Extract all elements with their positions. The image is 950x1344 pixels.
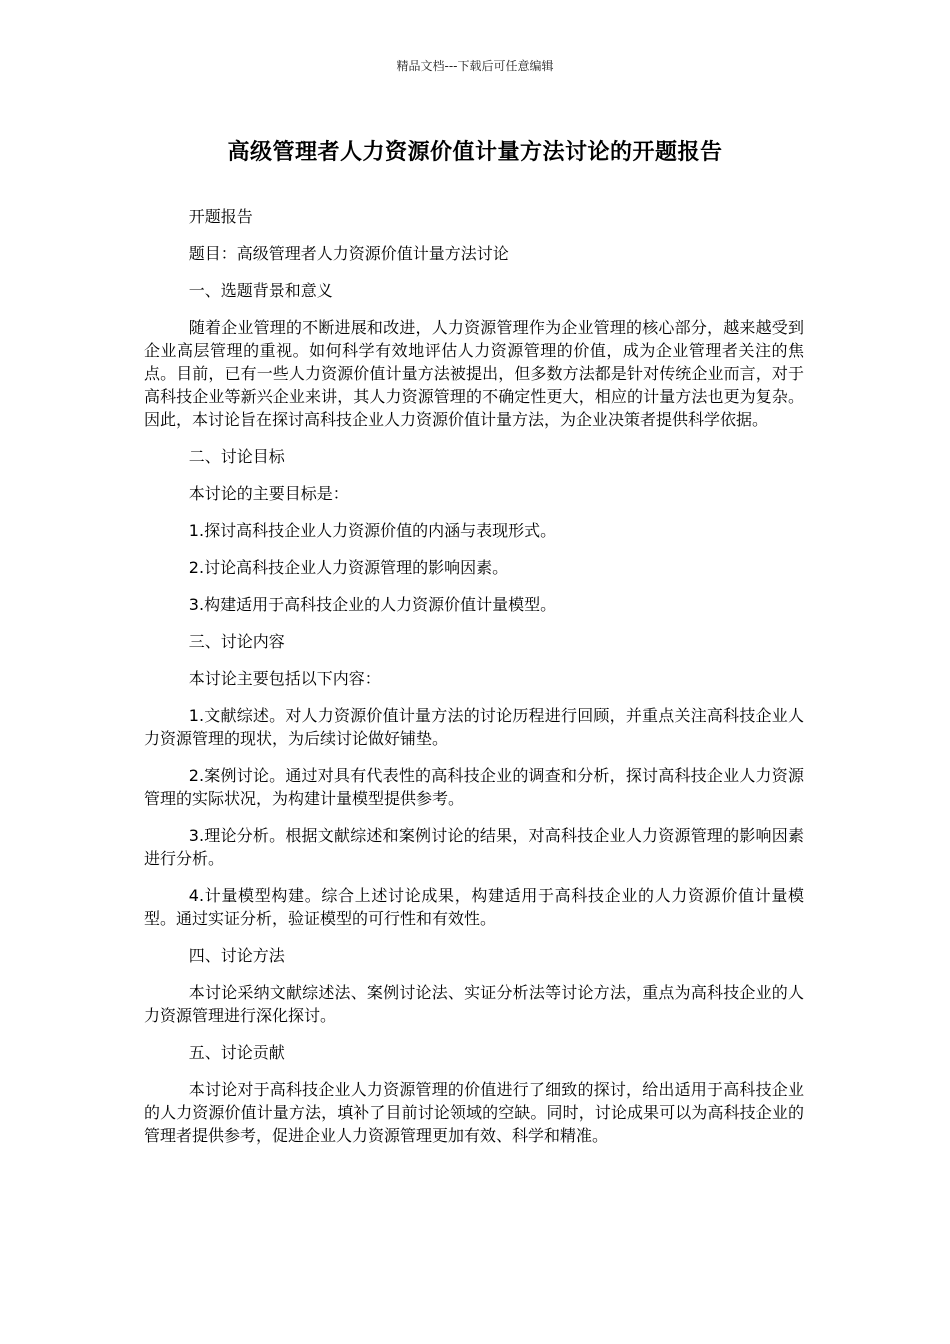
list-item-objective-1: 1.探讨高科技企业人力资源价值的内涵与表现形式。 bbox=[188, 521, 557, 540]
paragraph-report-label: 开题报告 bbox=[188, 207, 253, 226]
section-heading-contribution: 五、讨论贡献 bbox=[188, 1043, 285, 1062]
section-heading-background: 一、选题背景和意义 bbox=[188, 281, 333, 300]
paragraph-background: 随着企业管理的不断进展和改进，人力资源管理作为企业管理的核心部分，越来越受到企业高层管理的重视。如何科学有效地评估人力资源管理的价值，成为企业管理者关注的焦点。目前，已有一些人力资源价值计量方法被提出，但多数方法都是针对传统企业而言，对于高科技企业等新兴企业来讲，其人力资源管理的不确定性更大，相应的计量方法也更为复杂。因此，本讨论旨在探讨高科技企业人力资源价值计量方法，为企业决策者提供科学依据。 bbox=[144, 318, 804, 429]
document-title: 高级管理者人力资源价值计量方法讨论的开题报告 bbox=[227, 140, 723, 165]
header-note: 精品文档---下载后可任意编辑 bbox=[396, 59, 554, 73]
list-item-objective-2: 2.讨论高科技企业人力资源管理的影响因素。 bbox=[188, 558, 509, 577]
list-item-content-1: 1.文献综述。对人力资源价值计量方法的讨论历程进行回顾，并重点关注高科技企业人力资源管理的现状，为后续讨论做好铺垫。 bbox=[144, 706, 804, 748]
list-item-content-2: 2.案例讨论。通过对具有代表性的高科技企业的调查和分析，探讨高科技企业人力资源管理的实际状况，为构建计量模型提供参考。 bbox=[144, 766, 804, 808]
list-item-objective-3: 3.构建适用于高科技企业的人力资源价值计量模型。 bbox=[188, 595, 557, 614]
paragraph-methods: 本讨论采纳文献综述法、案例讨论法、实证分析法等讨论方法，重点为高科技企业的人力资源管理进行深化探讨。 bbox=[144, 983, 804, 1025]
paragraph-contribution: 本讨论对于高科技企业人力资源管理的价值进行了细致的探讨，给出适用于高科技企业的人力资源价值计量方法，填补了目前讨论领域的空缺。同时，讨论成果可以为高科技企业的管理者提供参考，促进企业人力资源管理更加有效、科学和精准。 bbox=[144, 1080, 804, 1145]
list-item-content-3: 3.理论分析。根据文献综述和案例讨论的结果，对高科技企业人力资源管理的影响因素进行分析。 bbox=[144, 826, 804, 868]
section-heading-content: 三、讨论内容 bbox=[188, 632, 285, 651]
section-heading-objectives: 二、讨论目标 bbox=[188, 447, 285, 466]
section-heading-methods: 四、讨论方法 bbox=[188, 946, 285, 965]
document-body bbox=[144, 205, 804, 1161]
paragraph-objectives-intro: 本讨论的主要目标是： bbox=[188, 484, 349, 503]
paragraph-content-intro: 本讨论主要包括以下内容： bbox=[188, 669, 381, 688]
paragraph-topic: 题目：高级管理者人力资源价值计量方法讨论 bbox=[188, 244, 509, 263]
list-item-content-4: 4.计量模型构建。综合上述讨论成果，构建适用于高科技企业的人力资源价值计量模型。通过实证分析，验证模型的可行性和有效性。 bbox=[144, 886, 804, 928]
